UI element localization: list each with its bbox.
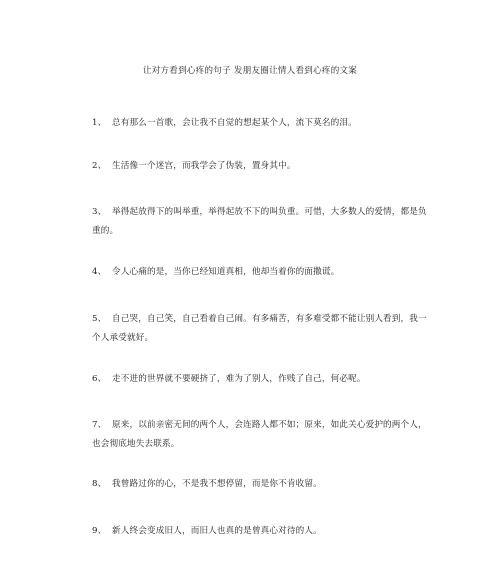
item-text: 举得起放得下的叫举重，举得起放不下的叫负重。可惜，大多数人的爱情，都是负重的。	[92, 207, 427, 236]
item-number: 6、	[92, 374, 107, 384]
item-text: 自己哭，自己笑，自己看着自己闹。有多痛苦，有多难受都不能让别人看到，我一个人承受就好。	[92, 314, 427, 343]
list-item	[92, 114, 432, 133]
item-number: 1、	[92, 118, 107, 128]
item-text: 生活像一个迷宫，而我学会了伪装，置身其中。	[112, 161, 296, 171]
list-item	[92, 416, 432, 454]
item-number: 3、	[92, 207, 107, 217]
item-text: 总有那么一首歌，会让我不自觉的想起某个人，流下莫名的泪。	[112, 118, 357, 128]
item-text: 我曾路过你的心，不是我不想停留，而是你不肯收留。	[112, 479, 322, 489]
item-text: 新人终会变成旧人，而旧人也真的是曾真心对待的人。	[112, 526, 322, 536]
item-number: 4、	[92, 267, 107, 277]
list-item	[92, 370, 432, 389]
item-text: 原来，以前亲密无间的两个人，会连路人都不如；原来，如此关心爱护的两个人，也会彻底地失去联系。	[92, 420, 427, 449]
page-title: 让对方看到心疼的句子 发朋友圈让情人看到心疼的文案	[142, 66, 358, 76]
item-text: 走不进的世界就不要硬挤了，难为了别人，作贱了自己，何必呢。	[112, 374, 366, 384]
item-text: 令人心痛的是，当你已经知道真相，他却当着你的面撒谎。	[112, 267, 340, 277]
item-number: 5、	[92, 314, 107, 324]
list-item	[92, 475, 432, 494]
list-item	[92, 522, 432, 541]
item-number: 8、	[92, 479, 107, 489]
list-item	[92, 263, 432, 282]
list-item	[92, 310, 432, 348]
list-item	[92, 203, 432, 241]
list-item	[92, 157, 432, 176]
item-number: 7、	[92, 420, 107, 430]
item-number: 9、	[92, 526, 107, 536]
item-number: 2、	[92, 161, 107, 171]
